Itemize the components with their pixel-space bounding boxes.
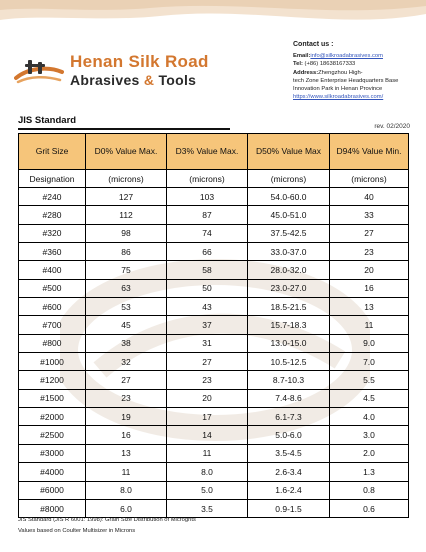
table-cell: 8.7-10.3 [248, 371, 330, 389]
table-cell: 20 [167, 389, 248, 407]
grit-size-table [18, 133, 409, 518]
table-header-cell: (microns) [248, 170, 330, 188]
table-cell: 32 [86, 353, 167, 371]
table-header-cell: D94% Value Min. [330, 134, 409, 170]
table-header-cell: D0% Value Max. [86, 134, 167, 170]
table-cell: 11 [167, 444, 248, 462]
table-cell: 37.5-42.5 [248, 224, 330, 242]
table-cell: 3.0 [330, 426, 409, 444]
email-link[interactable]: info@silkroadabrasives.com [310, 53, 383, 60]
table-cell: 5.0 [167, 481, 248, 499]
table-cell: 23.0-27.0 [248, 279, 330, 297]
table-cell: 16 [330, 279, 409, 297]
table-cell: 7.4-8.6 [248, 389, 330, 407]
footnote-line: JIS Standard (JIS R 6001: 1998): Grain Size Distribution of Microgrits [18, 517, 196, 523]
table-cell: #1500 [19, 389, 86, 407]
table-cell: 19 [86, 408, 167, 426]
table-cell: #4000 [19, 463, 86, 481]
brand-tools-text: Tools [158, 72, 197, 88]
table-header-cell: D3% Value Max. [167, 134, 248, 170]
table-cell: #2500 [19, 426, 86, 444]
table-cell: 112 [86, 206, 167, 224]
table-cell: 5.0-6.0 [248, 426, 330, 444]
table-cell: 43 [167, 298, 248, 316]
table-cell: 7.0 [330, 353, 409, 371]
table-cell: 40 [330, 188, 409, 206]
table-cell: #6000 [19, 481, 86, 499]
table-cell: 15.7-18.3 [248, 316, 330, 334]
tel-label: Tel: [293, 61, 303, 68]
table-row [19, 408, 409, 426]
table-cell: 103 [167, 188, 248, 206]
logo-mark-icon [14, 56, 64, 86]
table-cell: 86 [86, 243, 167, 261]
footnote-line: Values based on Coulter Multisizer in Microns [18, 527, 136, 534]
address-line: Zhengzhou High- [318, 69, 363, 76]
brand-name-line1: Henan Silk Road [70, 52, 209, 71]
table-row [19, 389, 409, 407]
table-cell: #600 [19, 298, 86, 316]
table-cell: 11 [86, 463, 167, 481]
table-row [19, 243, 409, 261]
table-cell: 58 [167, 261, 248, 279]
table-cell: 20 [330, 261, 409, 279]
contact-address-row [293, 69, 423, 77]
table-header-cell: (microns) [86, 170, 167, 188]
table-cell: 13 [86, 444, 167, 462]
table-cell: 27 [167, 353, 248, 371]
address-line: tech Zone Enterprise Headquarters Base [293, 77, 399, 84]
table-cell: #400 [19, 261, 86, 279]
table-cell: 6.0 [86, 499, 167, 517]
table-cell: 31 [167, 334, 248, 352]
table-row [19, 224, 409, 242]
table-cell: #320 [19, 224, 86, 242]
contact-block [293, 41, 423, 101]
table-row [19, 481, 409, 499]
email-label: Email: [293, 53, 311, 60]
table-header-cell: (microns) [167, 170, 248, 188]
table-cell: 6.1-7.3 [248, 408, 330, 426]
table-cell: 33 [330, 206, 409, 224]
table-cell: 18.5-21.5 [248, 298, 330, 316]
table-cell: 13.0-15.0 [248, 334, 330, 352]
table-cell: 10.5-12.5 [248, 353, 330, 371]
footnote [18, 515, 318, 536]
address-line: Innovation Park in Henan Province [293, 86, 383, 93]
table-cell: 0.9-1.5 [248, 499, 330, 517]
table-cell: 1.6-2.4 [248, 481, 330, 499]
table-cell: 37 [167, 316, 248, 334]
table-cell: 53 [86, 298, 167, 316]
table-cell: 9.0 [330, 334, 409, 352]
website-link[interactable]: https://www.silkroadabrasives.com/ [293, 94, 384, 101]
table-row [19, 463, 409, 481]
table-cell: #1200 [19, 371, 86, 389]
table-cell: #280 [19, 206, 86, 224]
table-header-cell: D50% Value Max [248, 134, 330, 170]
table-cell: 4.0 [330, 408, 409, 426]
table-cell: 13 [330, 298, 409, 316]
table-cell: 87 [167, 206, 248, 224]
table-cell: 27 [330, 224, 409, 242]
revision-date: rev. 02/2020 [374, 123, 410, 130]
table-cell: 27 [86, 371, 167, 389]
table-header-cell: Designation [19, 170, 86, 188]
table-cell: 14 [167, 426, 248, 444]
table-cell: 23 [86, 389, 167, 407]
table-cell: 0.8 [330, 481, 409, 499]
table-cell: 2.6-3.4 [248, 463, 330, 481]
table-cell: #8000 [19, 499, 86, 517]
table-cell: 2.0 [330, 444, 409, 462]
company-logo [14, 50, 274, 90]
table-row [19, 188, 409, 206]
table-cell: 23 [167, 371, 248, 389]
table-units-row [19, 170, 409, 188]
table-row [19, 334, 409, 352]
table-cell: 8.0 [167, 463, 248, 481]
table-row [19, 316, 409, 334]
address-label: Address: [293, 69, 319, 76]
table-cell: 38 [86, 334, 167, 352]
brand-name-line2 [70, 72, 196, 88]
table-cell: 16 [86, 426, 167, 444]
table-row [19, 426, 409, 444]
table-cell: 8.0 [86, 481, 167, 499]
table-header-cell: (microns) [330, 170, 409, 188]
table-cell: 1.3 [330, 463, 409, 481]
contact-email-row [293, 52, 423, 60]
grit-size-table-body [19, 134, 409, 518]
header-swoosh-decoration [0, 0, 426, 34]
table-cell: 98 [86, 224, 167, 242]
table-cell: 45.0-51.0 [248, 206, 330, 224]
brand-ampersand: & [143, 72, 155, 88]
table-row [19, 279, 409, 297]
table-cell: 127 [86, 188, 167, 206]
table-cell: 33.0-37.0 [248, 243, 330, 261]
table-header-row [19, 134, 409, 170]
table-cell: 5.5 [330, 371, 409, 389]
table-cell: 45 [86, 316, 167, 334]
table-cell: 23 [330, 243, 409, 261]
table-cell: 3.5-4.5 [248, 444, 330, 462]
table-cell: #1000 [19, 353, 86, 371]
table-cell: #240 [19, 188, 86, 206]
table-cell: 4.5 [330, 389, 409, 407]
table-cell: #2000 [19, 408, 86, 426]
table-row [19, 298, 409, 316]
table-row [19, 353, 409, 371]
table-cell: 17 [167, 408, 248, 426]
table-cell: 50 [167, 279, 248, 297]
table-cell: #700 [19, 316, 86, 334]
table-cell: 54.0-60.0 [248, 188, 330, 206]
table-header-cell: Grit Size [19, 134, 86, 170]
brand-abrasives-text: Abrasives [70, 72, 140, 88]
table-cell: 28.0-32.0 [248, 261, 330, 279]
contact-tel-row [293, 60, 423, 68]
table-row [19, 261, 409, 279]
contact-heading: Contact us : [293, 41, 334, 48]
table-cell: #500 [19, 279, 86, 297]
title-underline [18, 128, 230, 130]
table-cell: #3000 [19, 444, 86, 462]
table-row [19, 206, 409, 224]
table-cell: 0.6 [330, 499, 409, 517]
tel-value: (+86) 18638167333 [304, 61, 356, 68]
table-cell: 75 [86, 261, 167, 279]
table-cell: #360 [19, 243, 86, 261]
table-cell: 3.5 [167, 499, 248, 517]
table-cell: 74 [167, 224, 248, 242]
table-row [19, 371, 409, 389]
table-row [19, 444, 409, 462]
table-cell: 63 [86, 279, 167, 297]
document-title: JIS Standard [18, 115, 77, 126]
table-cell: #800 [19, 334, 86, 352]
table-cell: 11 [330, 316, 409, 334]
table-cell: 66 [167, 243, 248, 261]
